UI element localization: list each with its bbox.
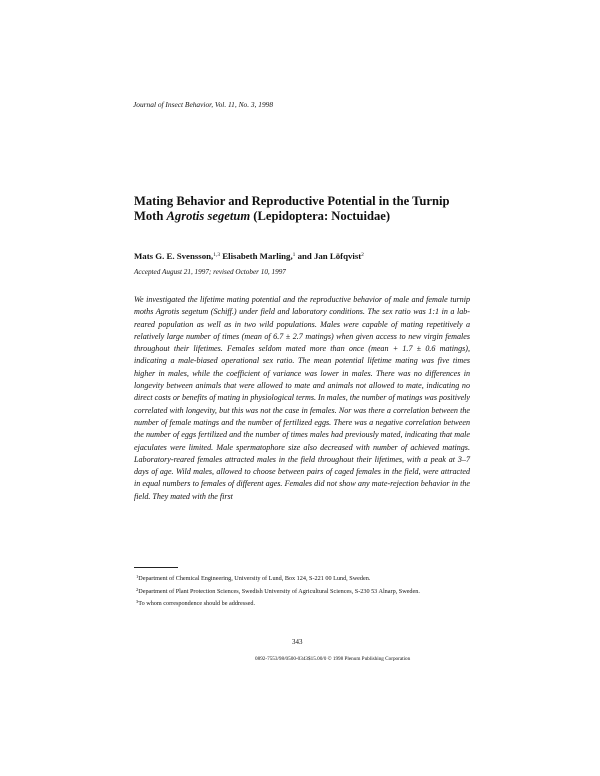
title-part-1: Mating Behavior and Reproductive Potential in the Turnip Moth (134, 194, 450, 223)
footnote-text: Department of Plant Protection Sciences, Swedish University of Agricultural Sciences, S-230 53 Alnarp, Sweden. (138, 587, 420, 595)
copyright-line: 0892-7553/98/0500-0343$15.00/0 © 1998 Plenum Publishing Corporation (255, 656, 411, 662)
author-separator: and (295, 251, 314, 261)
footnote-text: Department of Chemical Engineering, University of Lund, Box 124, S-221 00 Lund, Sweden. (138, 575, 371, 582)
footnote (136, 572, 470, 585)
page-number: 343 (292, 638, 303, 646)
title-species: Agrotis segetum (166, 209, 251, 223)
author-affiliation: 1,3 (213, 252, 221, 258)
footnote-mark: 1 (136, 574, 139, 579)
author-affiliation: 1 (292, 252, 296, 258)
article-title (134, 194, 464, 224)
author-list (134, 251, 364, 261)
author-name: Mats G. E. Svensson, (134, 251, 214, 261)
accepted-date: Accepted August 21, 1997; revised October 10, 1997 (134, 268, 286, 276)
author-name: Elisabeth Marling, (222, 251, 293, 261)
footnote (136, 597, 470, 610)
author-name: Jan Löfqvist (314, 251, 362, 261)
footnote-mark: 3 (136, 599, 139, 604)
footnotes (136, 572, 470, 610)
abstract: We investigated the lifetime mating potential and the reproductive behavior of male and female turnip moths Agrotis segetum (Schiff.) under field and laboratory conditions. The sex ratio was 1:1 in a lab-reared population as well as in two wild populations. Males were capable of mating repetitively a relatively large number of times (mean of 6.7 ± 2.7 matings) when given access to new virgin females throughout their lifetimes. Females seldom mated more than once (mean + 1.7 ± 0.6 matings), indicating a male-biased operational sex ratio. The mean potential lifetime mating was five times higher in males, while the coefficient of variance was lower in males. There was no differences in longevity between animals that were allowed to mate and animals not allowed to mate, indicating no direct costs or benefits of mating in physiological terms. In males, the number of matings was positively correlated with longevity, but this was not the case in females. Nor was there a correlation between the number of female matings and the number of fertilized eggs. There was a negative correlation between the number of eggs fertilized and the number of times males had previously mated, indicating that male ejaculates were limited. Male spermatophore size also decreased with number of achieved matings. Laboratory-reared females attracted males in the field throughout their lifetimes, with a peak at 3–7 days of age. Wild males, allowed to choose between pairs of caged females in the field, were attracted in equal numbers to females of different ages. Females did not show any mate-rejection behavior in the field. They mated with the first (134, 295, 471, 501)
author-affiliation: 2 (361, 252, 364, 258)
journal-citation: Journal of Insect Behavior, Vol. 11, No. 3, 1998 (133, 100, 274, 109)
title-part-2: (Lepidoptera: Noctuidae) (250, 209, 391, 223)
footnote-divider (134, 567, 178, 568)
footnote-mark: 2 (136, 586, 139, 592)
footnote-text: To whom correspondence should be addressed. (138, 600, 256, 607)
footnote (136, 585, 470, 598)
